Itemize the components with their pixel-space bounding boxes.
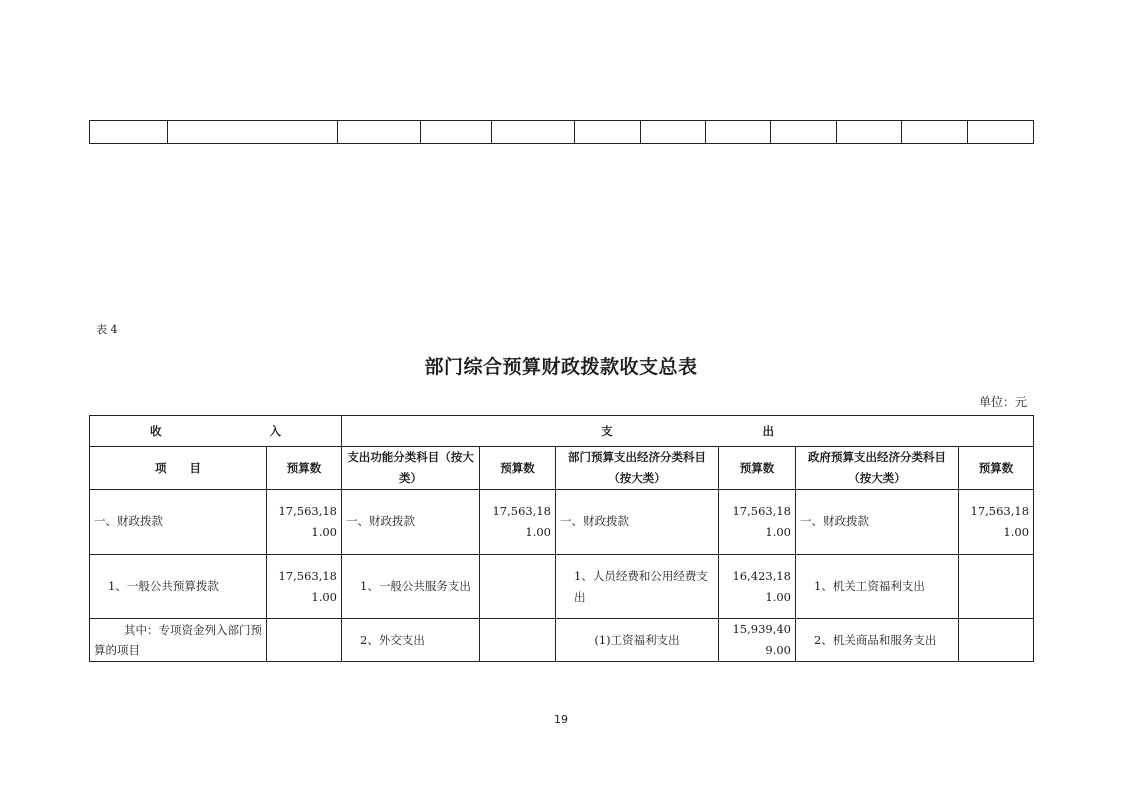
cell-budget-2 <box>480 619 556 662</box>
empty-cell <box>706 121 771 144</box>
empty-cell <box>902 121 968 144</box>
col-header-dept-econ: 部门预算支出经济分类科目（按大类） <box>556 447 719 490</box>
expense-right-char: 出 <box>762 423 775 438</box>
col-header-budget-1: 预算数 <box>267 447 342 490</box>
col-header-budget-2: 预算数 <box>480 447 556 490</box>
cell-budget-3: 15,939,409.00 <box>719 619 796 662</box>
empty-cell <box>837 121 902 144</box>
cell-budget-1 <box>267 619 342 662</box>
cell-budget-3: 16,423,181.00 <box>719 555 796 619</box>
cell-func-class: 一、财政拨款 <box>342 490 480 555</box>
cell-gov-econ: 2、机关商品和服务支出 <box>796 619 959 662</box>
cell-budget-4 <box>959 555 1034 619</box>
empty-cell <box>641 121 706 144</box>
empty-cell <box>771 121 837 144</box>
page-number: 19 <box>554 713 568 726</box>
cell-budget-3: 17,563,181.00 <box>719 490 796 555</box>
cell-budget-2: 17,563,181.00 <box>480 490 556 555</box>
empty-cell <box>421 121 492 144</box>
cell-budget-2 <box>480 555 556 619</box>
cell-func-class: 1、一般公共服务支出 <box>342 555 480 619</box>
expense-left-char: 支 <box>601 423 613 438</box>
cell-dept-econ: (1)工资福利支出 <box>556 619 719 662</box>
empty-cell <box>90 121 168 144</box>
previous-table-strip <box>89 120 1034 144</box>
cell-dept-econ: 一、财政拨款 <box>556 490 719 555</box>
col-header-func-class: 支出功能分类科目（按大类） <box>342 447 480 490</box>
col-header-gov-econ: 政府预算支出经济分类科目（按大类） <box>796 447 959 490</box>
income-group-header <box>90 416 342 447</box>
col-header-budget-4: 预算数 <box>959 447 1034 490</box>
expense-group-header <box>342 416 1034 447</box>
cell-item: 1、一般公共预算拨款 <box>90 555 267 619</box>
col-header-budget-3: 预算数 <box>719 447 796 490</box>
income-right-char: 入 <box>269 423 281 438</box>
empty-cell <box>168 121 338 144</box>
empty-cell <box>968 121 1034 144</box>
empty-cell <box>575 121 641 144</box>
table-label: 表 4 <box>96 323 118 336</box>
page-title: 部门综合预算财政拨款收支总表 <box>424 356 698 378</box>
cell-gov-econ: 1、机关工资福利支出 <box>796 555 959 619</box>
cell-budget-1: 17,563,181.00 <box>267 490 342 555</box>
cell-budget-4 <box>959 619 1034 662</box>
table-row <box>90 490 1034 555</box>
empty-cell <box>492 121 575 144</box>
cell-item: 一、财政拨款 <box>90 490 267 555</box>
cell-item: 其中：专项资金列入部门预算的项目 <box>90 619 267 662</box>
cell-func-class: 2、外交支出 <box>342 619 480 662</box>
cell-budget-1: 17,563,181.00 <box>267 555 342 619</box>
empty-cell <box>338 121 421 144</box>
table-row <box>90 555 1034 619</box>
col-header-item: 项 目 <box>90 447 267 490</box>
cell-gov-econ: 一、财政拨款 <box>796 490 959 555</box>
cell-budget-4: 17,563,181.00 <box>959 490 1034 555</box>
income-left-char: 收 <box>150 423 162 438</box>
cell-dept-econ: 1、人员经费和公用经费支出 <box>556 555 719 619</box>
budget-summary-table <box>89 415 1034 662</box>
table-row <box>90 619 1034 662</box>
unit-label: 单位：元 <box>979 395 1028 409</box>
